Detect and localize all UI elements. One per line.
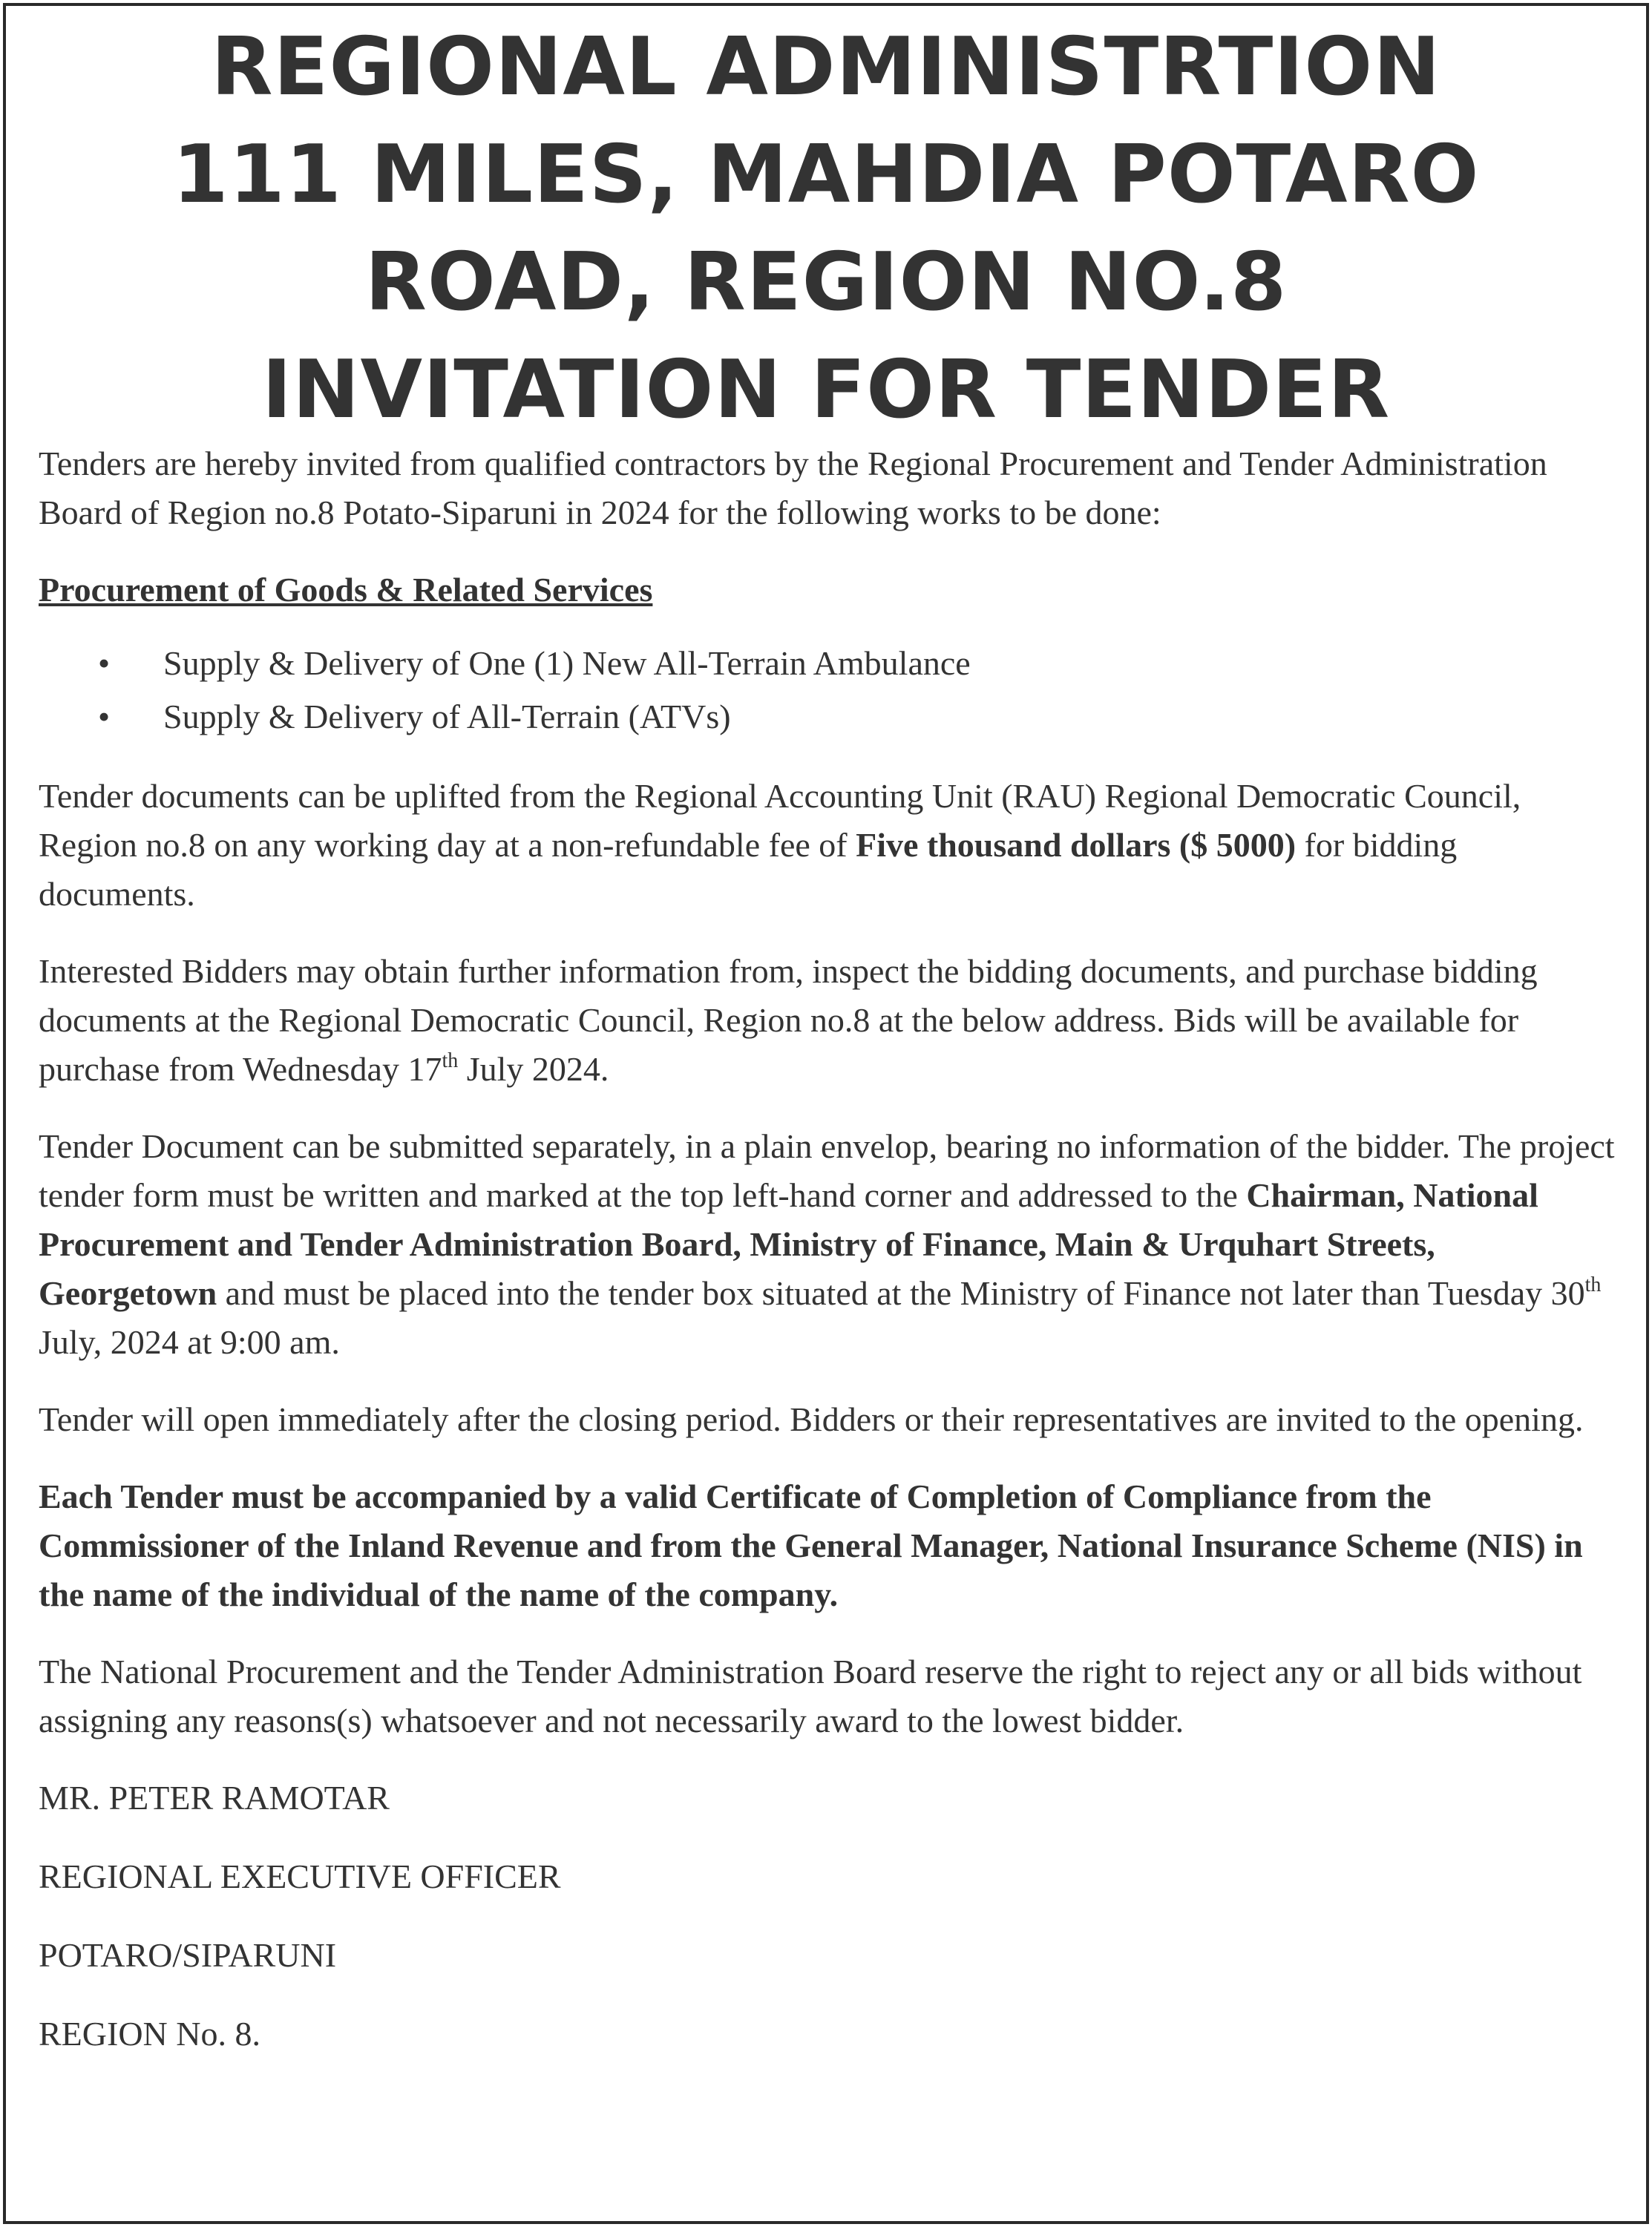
header-line-1: REGIONAL ADMINISTRTION <box>211 21 1441 114</box>
interested-text-b: July 2024. <box>458 1050 609 1088</box>
interested-paragraph <box>39 947 1619 1094</box>
signatory-title: REGIONAL EXECUTIVE OFFICER <box>39 1857 561 1895</box>
compliance-paragraph: Each Tender must be accompanied by a valid Certificate of Completion of Compliance from the Commissioner of the Inland Revenue and from the General Manager, National Insurance Scheme (NIS) in the name of the individual of the name of the company. <box>39 1477 1583 1613</box>
submission-text-a: Tender Document can be submitted separately, in a plain envelop, bearing no information of the bidder. The project tender form must be written and marked at the top left-hand corner and addressed to the <box>39 1127 1615 1214</box>
ordinal-suffix: th <box>442 1049 459 1072</box>
documents-text-a: Tender documents can be uplifted from the Regional Accounting Unit (RAU) Regional Democratic Council, Region no.8 on any working day at a non-refundable fee of <box>39 777 1521 864</box>
list-item-text: Supply & Delivery of One (1) New All-Terrain Ambulance <box>163 644 971 682</box>
bullet-icon: • <box>98 644 111 682</box>
procurement-list <box>39 637 1619 744</box>
submission-text-c: July, 2024 at 9:00 am. <box>39 1323 340 1361</box>
intro-paragraph: Tenders are hereby invited from qualified contractors by the Regional Procurement and Tender Administration Board of Region no.8 Potato-Siparuni in 2024 for the following works to be done: <box>39 445 1547 531</box>
submission-text-b: and must be placed into the tender box situated at the Ministry of Finance not later than Tuesday 30 <box>217 1274 1585 1312</box>
tender-notice <box>3 3 1649 2224</box>
documents-paragraph <box>39 772 1619 919</box>
list-item <box>39 690 1619 744</box>
submission-address: Chairman, National Procurement and Tender Administration Board, Ministry of Finance, Main & Urquhart Streets, Georgetown <box>39 1176 1538 1312</box>
header-line-3: ROAD, REGION NO.8 <box>364 236 1288 329</box>
interested-text-a: Interested Bidders may obtain further information from, inspect the bidding documents, and purchase bidding documents at the Regional Democratic Council, Region no.8 at the below address. Bids will be available for purchase from Wednesday 17 <box>39 952 1538 1088</box>
signatory-name: MR. PETER RAMOTAR <box>39 1779 390 1817</box>
list-item <box>39 637 1619 690</box>
submission-paragraph <box>39 1122 1619 1367</box>
documents-fee: Five thousand dollars ($ 5000) <box>856 826 1297 864</box>
notice-header <box>6 13 1646 444</box>
header-line-2: 111 MILES, MAHDIA POTARO <box>172 128 1480 221</box>
signature-block <box>39 1774 1619 2059</box>
list-item-text: Supply & Delivery of All-Terrain (ATVs) <box>163 698 731 735</box>
bullet-icon: • <box>98 698 111 735</box>
opening-paragraph: Tender will open immediately after the closing period. Bidders or their representatives are invited to the opening. <box>39 1400 1584 1438</box>
documents-text-b: for bidding documents. <box>39 826 1458 913</box>
reservation-paragraph: The National Procurement and the Tender Administration Board reserve the right to reject any or all bids without assigning any reasons(s) whatsoever and not necessarily award to the lowest bidder. <box>39 1653 1582 1739</box>
ordinal-suffix: th <box>1584 1273 1602 1296</box>
header-line-4: INVITATION FOR TENDER <box>261 344 1391 436</box>
signatory-area: POTARO/SIPARUNI <box>39 1936 337 1974</box>
section-title: Procurement of Goods & Related Services <box>39 571 653 609</box>
signatory-region: REGION No. 8. <box>39 2015 260 2053</box>
notice-body <box>39 439 1619 2088</box>
